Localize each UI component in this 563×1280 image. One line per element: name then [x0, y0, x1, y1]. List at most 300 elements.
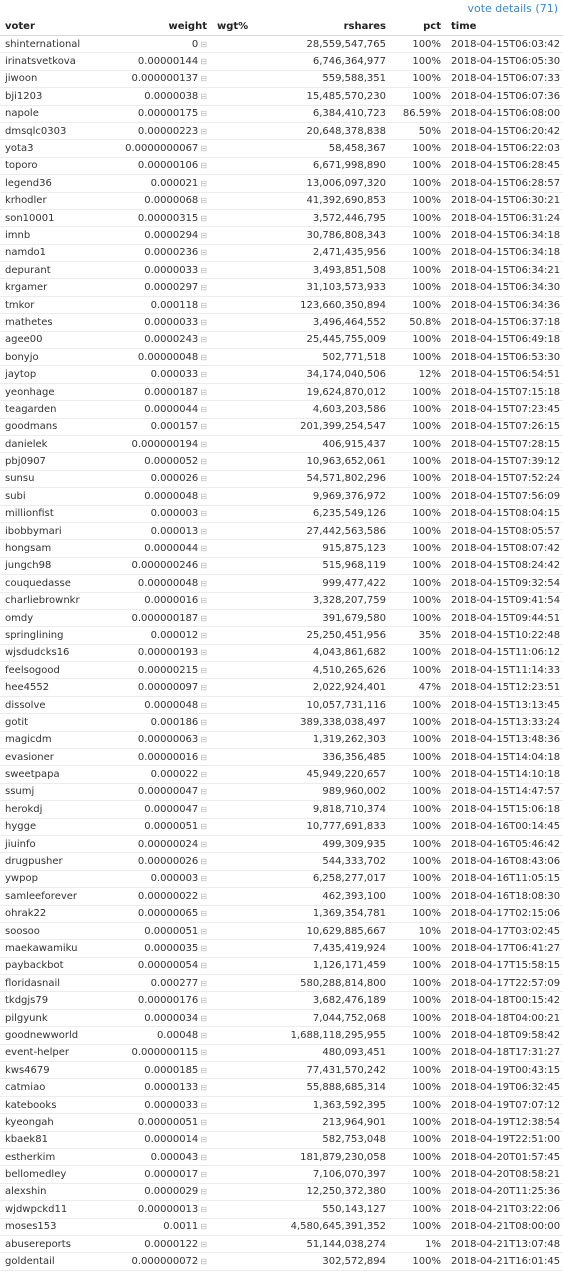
weight-value: 0.00000193	[137, 647, 199, 659]
wgt-pct-cell	[212, 992, 277, 1009]
pct-cell: 100%	[391, 888, 446, 905]
rshares-cell: 1,363,592,395	[277, 1096, 391, 1113]
info-icon[interactable]: ⊟	[200, 561, 207, 571]
info-icon[interactable]: ⊟	[200, 144, 207, 154]
info-icon[interactable]: ⊟	[200, 1065, 207, 1075]
wgt-pct-cell	[212, 140, 277, 157]
info-icon[interactable]: ⊟	[200, 665, 207, 675]
voter-cell[interactable]: charliebrownkr	[0, 592, 109, 609]
info-icon[interactable]: ⊟	[200, 1030, 207, 1040]
wgt-pct-cell	[212, 1253, 277, 1270]
table-row	[0, 627, 563, 644]
pct-cell: 100%	[391, 696, 446, 713]
table-row	[0, 105, 563, 122]
voter-cell[interactable]: ssumj	[0, 783, 109, 800]
table-row	[0, 714, 563, 731]
weight-value: 0.0000243	[144, 334, 199, 346]
voter-cell[interactable]: subi	[0, 488, 109, 505]
voter-cell[interactable]: katebooks	[0, 1096, 109, 1113]
pct-cell: 100%	[391, 1131, 446, 1148]
info-icon[interactable]: ⊟	[200, 874, 207, 884]
header-bar	[0, 0, 563, 17]
table-row	[0, 1253, 563, 1270]
info-icon[interactable]: ⊟	[200, 700, 207, 710]
pct-cell: 47%	[391, 679, 446, 696]
time-cell: 2018-04-15T06:34:30	[446, 279, 563, 296]
info-icon[interactable]: ⊟	[200, 613, 207, 623]
voter-cell[interactable]: herokdj	[0, 801, 109, 818]
table-row	[0, 922, 563, 939]
weight-cell	[109, 696, 212, 713]
pct-cell: 100%	[391, 1096, 446, 1113]
info-icon[interactable]: ⊟	[200, 1083, 207, 1093]
voter-cell[interactable]: krhodler	[0, 192, 109, 209]
voter-cell[interactable]: omdy	[0, 609, 109, 626]
table-row	[0, 557, 563, 574]
voter-cell[interactable]: sunsu	[0, 470, 109, 487]
weight-cell	[109, 888, 212, 905]
wgt-pct-cell	[212, 244, 277, 261]
wgt-pct-cell	[212, 366, 277, 383]
table-row	[0, 366, 563, 383]
wgt-pct-cell	[212, 1079, 277, 1096]
info-icon[interactable]: ⊟	[200, 1135, 207, 1145]
time-cell: 2018-04-19T06:32:45	[446, 1079, 563, 1096]
time-cell: 2018-04-15T06:07:36	[446, 88, 563, 105]
pct-cell: 1%	[391, 1235, 446, 1252]
wgt-pct-cell	[212, 401, 277, 418]
voter-cell[interactable]: millionfist	[0, 505, 109, 522]
time-cell: 2018-04-17T02:15:06	[446, 905, 563, 922]
voter-cell[interactable]: bonyjo	[0, 349, 109, 366]
voter-cell[interactable]: goodmans	[0, 418, 109, 435]
pct-cell: 100%	[391, 766, 446, 783]
weight-cell	[109, 1027, 212, 1044]
pct-cell: 100%	[391, 540, 446, 557]
info-icon[interactable]: ⊟	[200, 1257, 207, 1267]
wgt-pct-cell	[212, 105, 277, 122]
info-icon[interactable]: ⊟	[200, 422, 207, 432]
pct-cell: 100%	[391, 262, 446, 279]
info-icon[interactable]: ⊟	[200, 1117, 207, 1127]
voter-cell[interactable]: mathetes	[0, 314, 109, 331]
info-icon[interactable]: ⊟	[200, 509, 207, 519]
info-icon[interactable]: ⊟	[200, 944, 207, 953]
pct-cell: 100%	[391, 1166, 446, 1183]
time-cell: 2018-04-15T07:28:15	[446, 435, 563, 452]
info-icon[interactable]: ⊟	[200, 996, 207, 1006]
info-icon[interactable]: ⊟	[200, 404, 207, 414]
voter-cell[interactable]: jungch98	[0, 557, 109, 574]
weight-cell	[109, 262, 212, 279]
rshares-cell: 10,057,731,116	[277, 696, 391, 713]
wgt-pct-cell	[212, 122, 277, 139]
info-icon[interactable]: ⊟	[200, 1222, 207, 1232]
weight-value: 0.0000033	[144, 1099, 199, 1111]
time-cell: 2018-04-15T06:49:18	[446, 331, 563, 348]
voter-cell[interactable]: depurant	[0, 262, 109, 279]
voter-cell[interactable]: kyeongah	[0, 1114, 109, 1131]
info-icon[interactable]: ⊟	[200, 752, 207, 762]
info-icon[interactable]: ⊟	[200, 126, 207, 136]
info-icon[interactable]: ⊟	[200, 648, 207, 658]
time-cell: 2018-04-15T06:08:00	[446, 105, 563, 122]
voter-cell[interactable]: yeonhage	[0, 383, 109, 400]
time-cell: 2018-04-21T13:07:48	[446, 1235, 563, 1252]
voter-cell[interactable]: goldentail	[0, 1253, 109, 1270]
voter-cell[interactable]: namdo1	[0, 244, 109, 261]
weight-cell	[109, 592, 212, 609]
wgt-pct-cell	[212, 1114, 277, 1131]
voter-cell[interactable]: event-helper	[0, 1044, 109, 1061]
info-icon[interactable]: ⊟	[200, 787, 207, 797]
info-icon[interactable]: ⊟	[200, 457, 207, 467]
info-icon[interactable]: ⊟	[200, 544, 207, 554]
voter-cell[interactable]: goodnewworld	[0, 1027, 109, 1044]
voter-cell[interactable]: bellomedley	[0, 1166, 109, 1183]
weight-cell	[109, 1009, 212, 1026]
table-row	[0, 1062, 563, 1079]
info-icon[interactable]: ⊟	[200, 961, 207, 971]
voter-cell[interactable]: drugpusher	[0, 853, 109, 870]
info-icon[interactable]: ⊟	[200, 822, 207, 832]
pct-cell: 100%	[391, 505, 446, 522]
voter-cell[interactable]: pilgyunk	[0, 1009, 109, 1026]
wgt-pct-cell	[212, 1201, 277, 1218]
voter-cell[interactable]: bji1203	[0, 88, 109, 105]
table-row	[0, 140, 563, 157]
info-icon[interactable]: ⊟	[200, 230, 207, 240]
weight-cell	[109, 1218, 212, 1235]
info-icon[interactable]: ⊟	[200, 265, 207, 275]
wgt-pct-cell	[212, 279, 277, 296]
voter-cell[interactable]: samleeforever	[0, 888, 109, 905]
weight-cell	[109, 627, 212, 644]
info-icon[interactable]: ⊟	[200, 317, 207, 327]
rshares-cell: 6,746,364,977	[277, 53, 391, 70]
rshares-cell: 45,949,220,657	[277, 766, 391, 783]
voter-cell[interactable]: evasioner	[0, 749, 109, 766]
voter-cell[interactable]: teagarden	[0, 401, 109, 418]
info-icon[interactable]: ⊟	[200, 491, 207, 501]
voter-cell[interactable]: jaytop	[0, 366, 109, 383]
weight-cell	[109, 175, 212, 192]
info-icon[interactable]: ⊟	[200, 526, 207, 536]
info-icon[interactable]: ⊟	[200, 1100, 207, 1110]
info-icon[interactable]: ⊟	[200, 352, 207, 362]
rshares-cell: 25,250,451,956	[277, 627, 391, 644]
time-cell: 2018-04-21T16:01:45	[446, 1253, 563, 1270]
voter-cell[interactable]: wjdwpckd11	[0, 1201, 109, 1218]
voter-cell[interactable]: moses153	[0, 1218, 109, 1235]
time-cell: 2018-04-15T06:34:18	[446, 227, 563, 244]
time-cell: 2018-04-15T06:54:51	[446, 366, 563, 383]
rshares-cell: 10,777,691,833	[277, 818, 391, 835]
weight-value: 0.0000048	[144, 699, 199, 711]
voter-cell[interactable]: jiuinfo	[0, 835, 109, 852]
table-row	[0, 383, 563, 400]
voter-cell[interactable]: abusereports	[0, 1235, 109, 1252]
voter-cell[interactable]: legend36	[0, 175, 109, 192]
time-cell: 2018-04-15T13:13:45	[446, 696, 563, 713]
wgt-pct-cell	[212, 679, 277, 696]
rshares-cell: 213,964,901	[277, 1114, 391, 1131]
info-icon[interactable]: ⊟	[200, 283, 207, 293]
time-cell: 2018-04-17T15:58:15	[446, 957, 563, 974]
table-row	[0, 209, 563, 226]
rshares-cell: 3,328,207,759	[277, 592, 391, 609]
voter-cell[interactable]: kbaek81	[0, 1131, 109, 1148]
time-cell: 2018-04-16T05:46:42	[446, 835, 563, 852]
table-row	[0, 609, 563, 626]
pct-cell: 100%	[391, 470, 446, 487]
wgt-pct-cell	[212, 975, 277, 992]
voter-cell[interactable]: ibobbymari	[0, 522, 109, 539]
pct-cell: 100%	[391, 801, 446, 818]
voter-cell[interactable]: toporo	[0, 157, 109, 174]
voter-cell[interactable]: shinternational	[0, 36, 109, 53]
info-icon[interactable]: ⊟	[200, 109, 207, 119]
info-icon[interactable]: ⊟	[200, 683, 207, 693]
table-row	[0, 314, 563, 331]
time-cell: 2018-04-18T00:15:42	[446, 992, 563, 1009]
voter-cell[interactable]: gotit	[0, 714, 109, 731]
time-cell: 2018-04-15T12:23:51	[446, 679, 563, 696]
voter-cell[interactable]: sweetpapa	[0, 766, 109, 783]
table-row	[0, 175, 563, 192]
table-row	[0, 522, 563, 539]
pct-cell: 50%	[391, 122, 446, 139]
voter-cell[interactable]: hygge	[0, 818, 109, 835]
voter-cell[interactable]: wjsdudcks16	[0, 644, 109, 661]
weight-cell	[109, 1079, 212, 1096]
weight-cell	[109, 1131, 212, 1148]
weight-cell	[109, 853, 212, 870]
weight-value: 0.0011	[163, 1221, 199, 1233]
rshares-cell: 51,144,038,274	[277, 1235, 391, 1252]
time-cell: 2018-04-16T08:43:06	[446, 853, 563, 870]
pct-cell: 100%	[391, 1201, 446, 1218]
table-row	[0, 122, 563, 139]
voter-cell[interactable]: jiwoon	[0, 70, 109, 87]
weight-value: 0.0000297	[144, 282, 199, 294]
pct-cell: 100%	[391, 1027, 446, 1044]
table-row	[0, 401, 563, 418]
voter-cell[interactable]: catmiao	[0, 1079, 109, 1096]
info-icon[interactable]: ⊟	[200, 839, 207, 849]
voter-cell[interactable]: ywpop	[0, 870, 109, 887]
wgt-pct-cell	[212, 1027, 277, 1044]
voter-cell[interactable]: hee4552	[0, 679, 109, 696]
weight-value: 0.0000035	[144, 943, 199, 954]
info-icon[interactable]: ⊟	[200, 1239, 207, 1249]
weight-cell	[109, 522, 212, 539]
pct-cell: 100%	[391, 940, 446, 957]
info-icon[interactable]: ⊟	[200, 300, 207, 310]
vote-details-link[interactable]: vote details (71)	[467, 2, 558, 15]
table-row	[0, 957, 563, 974]
weight-cell	[109, 679, 212, 696]
wgt-pct-cell	[212, 488, 277, 505]
voter-cell[interactable]: tmkor	[0, 296, 109, 313]
voter-cell[interactable]: pbj0907	[0, 453, 109, 470]
info-icon[interactable]: ⊟	[200, 178, 207, 188]
rshares-cell: 1,369,354,781	[277, 905, 391, 922]
voter-cell[interactable]: magicdm	[0, 731, 109, 748]
info-icon[interactable]: ⊟	[200, 1152, 207, 1162]
voter-cell[interactable]: irinatsvetkova	[0, 53, 109, 70]
weight-value: 0.00000016	[137, 751, 199, 763]
voter-cell[interactable]: dissolve	[0, 696, 109, 713]
info-icon[interactable]: ⊟	[200, 717, 207, 727]
pct-cell: 100%	[391, 36, 446, 53]
info-icon[interactable]: ⊟	[200, 578, 207, 588]
weight-value: 0.0000033	[144, 316, 199, 328]
voter-cell[interactable]: danielek	[0, 435, 109, 452]
voter-cell[interactable]: tkdgjs79	[0, 992, 109, 1009]
info-icon[interactable]: ⊟	[200, 161, 207, 171]
time-cell: 2018-04-15T06:53:30	[446, 349, 563, 366]
table-row	[0, 992, 563, 1009]
time-cell: 2018-04-15T06:31:24	[446, 209, 563, 226]
wgt-pct-cell	[212, 1044, 277, 1061]
pct-cell: 100%	[391, 557, 446, 574]
weight-value: 0.00000063	[137, 734, 199, 746]
weight-cell	[109, 609, 212, 626]
weight-cell	[109, 227, 212, 244]
info-icon[interactable]: ⊟	[200, 74, 207, 84]
info-icon[interactable]: ⊟	[200, 91, 207, 101]
info-icon[interactable]: ⊟	[200, 926, 207, 936]
pct-cell: 100%	[391, 435, 446, 452]
time-cell: 2018-04-20T11:25:36	[446, 1183, 563, 1200]
weight-value: 0.00048	[156, 1029, 199, 1041]
rshares-cell: 302,572,894	[277, 1253, 391, 1270]
voter-cell[interactable]: imnb	[0, 227, 109, 244]
wgt-pct-cell	[212, 435, 277, 452]
wgt-pct-cell	[212, 644, 277, 661]
wgt-pct-cell	[212, 940, 277, 957]
weight-value: 0.000000137	[131, 73, 199, 85]
time-cell: 2018-04-15T13:48:36	[446, 731, 563, 748]
table-row	[0, 1183, 563, 1200]
info-icon[interactable]: ⊟	[200, 909, 207, 919]
rshares-cell: 4,580,645,391,352	[277, 1218, 391, 1235]
voter-cell[interactable]: soosoo	[0, 922, 109, 939]
rshares-cell: 9,818,710,374	[277, 801, 391, 818]
rshares-cell: 550,143,127	[277, 1201, 391, 1218]
voter-cell[interactable]: maekawamiku	[0, 940, 109, 957]
voter-cell[interactable]: feelsogood	[0, 662, 109, 679]
rshares-cell: 3,682,476,189	[277, 992, 391, 1009]
voter-cell[interactable]: floridasnail	[0, 975, 109, 992]
voter-cell[interactable]: alexshin	[0, 1183, 109, 1200]
info-icon[interactable]: ⊟	[200, 630, 207, 640]
rshares-cell: 580,288,814,800	[277, 975, 391, 992]
voter-cell[interactable]: napole	[0, 105, 109, 122]
rshares-cell: 480,093,451	[277, 1044, 391, 1061]
weight-value: 0.00000026	[137, 856, 199, 868]
info-icon[interactable]: ⊟	[200, 439, 207, 449]
table-row	[0, 1096, 563, 1113]
weight-cell	[109, 749, 212, 766]
voter-cell[interactable]: agee00	[0, 331, 109, 348]
table-row	[0, 1218, 563, 1235]
info-icon[interactable]: ⊟	[200, 387, 207, 397]
table-row	[0, 349, 563, 366]
pct-cell: 100%	[391, 53, 446, 70]
weight-cell	[109, 470, 212, 487]
table-row	[0, 575, 563, 592]
info-icon[interactable]: ⊟	[200, 248, 207, 258]
info-icon[interactable]: ⊟	[200, 474, 207, 484]
info-icon[interactable]: ⊟	[200, 857, 207, 867]
weight-value: 0.0000052	[144, 456, 199, 468]
table-row	[0, 435, 563, 452]
pct-cell: 100%	[391, 401, 446, 418]
info-icon[interactable]: ⊟	[200, 370, 207, 380]
weight-cell	[109, 279, 212, 296]
voter-cell[interactable]: springlining	[0, 627, 109, 644]
time-cell: 2018-04-20T01:57:45	[446, 1149, 563, 1166]
voter-cell[interactable]: estherkim	[0, 1149, 109, 1166]
weight-value: 0.000003	[150, 873, 199, 885]
info-icon[interactable]: ⊟	[200, 804, 207, 814]
weight-cell	[109, 835, 212, 852]
info-icon[interactable]: ⊟	[200, 1204, 207, 1214]
info-icon[interactable]: ⊟	[200, 39, 207, 49]
info-icon[interactable]: ⊟	[200, 735, 207, 745]
rshares-cell: 989,960,002	[277, 783, 391, 800]
info-icon[interactable]: ⊟	[200, 1013, 207, 1023]
info-icon[interactable]: ⊟	[200, 196, 207, 206]
voter-cell[interactable]: yota3	[0, 140, 109, 157]
wgt-pct-cell	[212, 349, 277, 366]
pct-cell: 100%	[391, 88, 446, 105]
voter-cell[interactable]: son10001	[0, 209, 109, 226]
voter-cell[interactable]: krgamer	[0, 279, 109, 296]
wgt-pct-cell	[212, 1183, 277, 1200]
info-icon[interactable]: ⊟	[200, 1170, 207, 1180]
weight-value: 0.00000144	[137, 56, 199, 68]
voter-cell[interactable]: paybackbot	[0, 957, 109, 974]
wgt-pct-cell	[212, 383, 277, 400]
wgt-pct-cell	[212, 801, 277, 818]
info-icon[interactable]: ⊟	[200, 57, 207, 67]
info-icon[interactable]: ⊟	[200, 891, 207, 901]
info-icon[interactable]: ⊟	[200, 770, 207, 780]
info-icon[interactable]: ⊟	[200, 978, 207, 988]
info-icon[interactable]: ⊟	[200, 596, 207, 606]
voter-cell[interactable]: hongsam	[0, 540, 109, 557]
rshares-cell: 3,572,446,795	[277, 209, 391, 226]
info-icon[interactable]: ⊟	[200, 1048, 207, 1058]
voter-cell[interactable]: kws4679	[0, 1062, 109, 1079]
table-row	[0, 801, 563, 818]
wgt-pct-cell	[212, 314, 277, 331]
info-icon[interactable]: ⊟	[200, 1187, 207, 1197]
rshares-cell: 55,888,685,314	[277, 1079, 391, 1096]
voter-cell[interactable]: ohrak22	[0, 905, 109, 922]
voter-cell[interactable]: dmsqlc0303	[0, 122, 109, 139]
wgt-pct-cell	[212, 957, 277, 974]
info-icon[interactable]: ⊟	[200, 213, 207, 223]
weight-value: 0.000186	[150, 716, 199, 728]
weight-value: 0.0000017	[144, 1169, 199, 1181]
weight-cell	[109, 905, 212, 922]
info-icon[interactable]: ⊟	[200, 335, 207, 345]
voter-cell[interactable]: couquedasse	[0, 575, 109, 592]
